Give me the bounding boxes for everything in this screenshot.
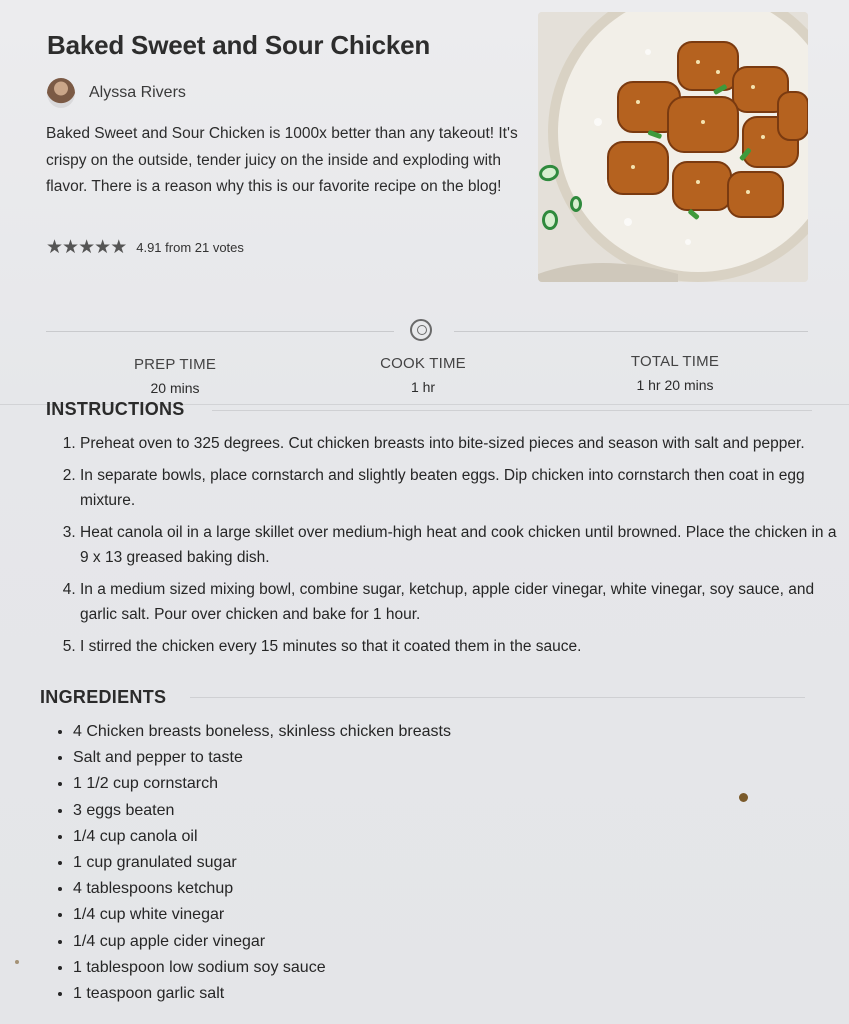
star-rating-icons xyxy=(46,236,126,259)
ingredient-item: • 4 tablespoons ketchup xyxy=(73,876,451,902)
cook-time-label: COOK TIME xyxy=(380,355,466,372)
ingredients-rule xyxy=(190,697,805,698)
author-line xyxy=(47,78,186,108)
recipe-description: Baked Sweet and Sour Chicken is 1000x better than any takeout! It's crispy on the outside, tender juicy on the inside and exploding with flavor. There is a reason why this is our favorite recipe on the blog! xyxy=(46,125,518,195)
instruction-step: 5. I stirred the chicken every 15 minutes so that it coated them in the sauce. xyxy=(80,634,840,660)
author-name: Alyssa Rivers xyxy=(89,84,186,101)
instruction-step: 4. In a medium sized mixing bowl, combine sugar, ketchup, apple cider vinegar, white vinegar, soy sauce, and garlic salt. Pour over chicken and bake for 1 hour. xyxy=(80,577,840,628)
rating xyxy=(46,236,244,259)
ingredient-item: • Salt and pepper to taste xyxy=(73,745,451,771)
food-photo xyxy=(538,12,808,282)
total-time xyxy=(605,353,745,393)
ingredients-heading: INGREDIENTS xyxy=(40,687,167,707)
star-icon: ★ xyxy=(110,237,127,258)
paper-stain xyxy=(739,793,748,802)
food-photo-illustration xyxy=(538,12,808,282)
total-time-value: 1 hr 20 mins xyxy=(636,377,714,393)
recipe-title: Baked Sweet and Sour Chicken xyxy=(47,30,431,60)
star-icon: ★ xyxy=(46,237,63,258)
instructions-rule xyxy=(212,410,812,411)
instructions-heading: INSTRUCTIONS xyxy=(46,399,185,419)
ingredient-item: • 3 eggs beaten xyxy=(73,798,451,824)
green-onion-garnish xyxy=(542,210,558,230)
green-onion-garnish xyxy=(570,196,582,212)
ingredient-item: • 1 tablespoon low sodium soy sauce xyxy=(73,955,451,981)
instruction-step: 3. Heat canola oil in a large skillet over medium-high heat and cook chicken until browned. Place the chicken in a 9 x 13 greased baking dish. xyxy=(80,520,840,571)
ingredients-list xyxy=(55,719,451,1007)
cook-time xyxy=(363,355,483,395)
cook-time-value: 1 hr xyxy=(410,379,436,395)
prep-time-value: 20 mins xyxy=(150,380,200,396)
star-icon: ★ xyxy=(62,237,79,258)
ingredient-item: • 1 teaspoon garlic salt xyxy=(73,981,451,1007)
ingredient-item: • 1/4 cup apple cider vinegar xyxy=(73,929,451,955)
instructions-list xyxy=(62,431,840,665)
timer-icon xyxy=(410,319,432,341)
ingredient-item: • 1 cup granulated sugar xyxy=(73,850,451,876)
star-icon: ★ xyxy=(78,237,95,258)
prep-time xyxy=(115,356,235,396)
star-icon: ★ xyxy=(94,237,111,258)
instruction-step: 2. In separate bowls, place cornstarch and slightly beaten eggs. Dip chicken into cornstarch then coat in egg mixture. xyxy=(80,463,840,514)
total-time-label: TOTAL TIME xyxy=(630,353,720,370)
ingredient-item: • 1/4 cup white vinegar xyxy=(73,902,451,928)
author-avatar xyxy=(47,78,75,108)
instruction-step: 1. Preheat oven to 325 degrees. Cut chicken breasts into bite-sized pieces and season with salt and pepper. xyxy=(80,431,840,457)
prep-time-label: PREP TIME xyxy=(133,356,217,373)
ingredient-item: • 1 1/2 cup cornstarch xyxy=(73,771,451,797)
ingredient-item: • 1/4 cup canola oil xyxy=(73,824,451,850)
rating-text: 4.91 from 21 votes xyxy=(136,240,244,255)
ingredient-item: • 4 Chicken breasts boneless, skinless chicken breasts xyxy=(73,719,451,745)
paper-stain xyxy=(15,960,19,964)
